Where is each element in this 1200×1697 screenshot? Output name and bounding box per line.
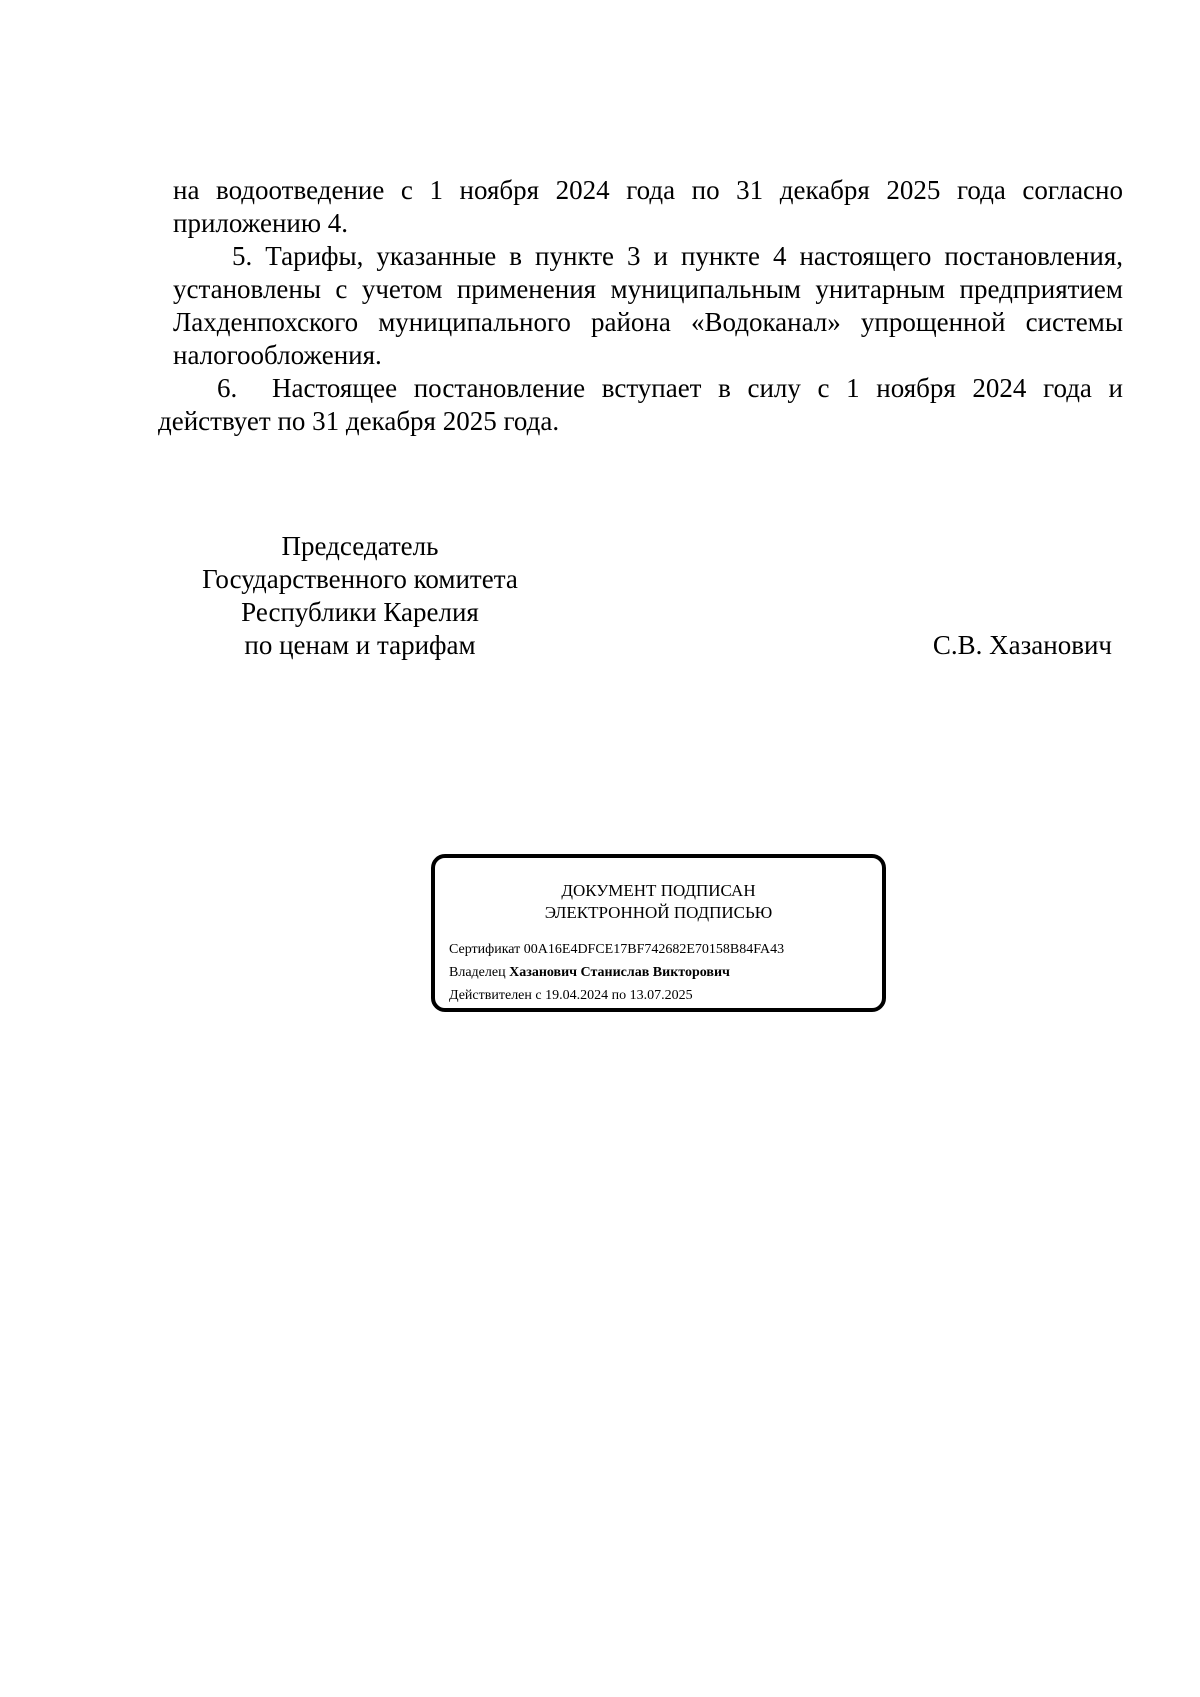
signatory-position — [170, 530, 550, 662]
stamp-valid-from: 19.04.2024 — [545, 988, 609, 1003]
paragraph-5-line-3: Лахденпохского муниципального района «Водоканал» упрощенной системы — [173, 307, 1123, 337]
stamp-certificate-value: 00A16E4DFCE17BF742682E70158B84FA43 — [523, 942, 785, 957]
stamp-title — [435, 880, 882, 924]
paragraph-5-line-2: установлены с учетом применения муниципальным унитарным предприятием — [173, 274, 1123, 304]
stamp-title-line-2: ЭЛЕКТРОННОЙ ПОДПИСЬЮ — [544, 903, 773, 922]
stamp-valid-to-label: по — [611, 988, 627, 1003]
stamp-owner-value: Хазанович Станислав Викторович — [509, 965, 730, 980]
stamp-title-line-1: ДОКУМЕНТ ПОДПИСАН — [561, 881, 756, 900]
paragraph-6-line-2: действует по 31 декабря 2025 года. — [158, 406, 560, 436]
signatory-position-line-2: Государственного комитета — [202, 564, 518, 594]
signatory-position-line-4: по ценам и тарифам — [244, 630, 476, 660]
paragraph-4-line-1: на водоотведение с 1 ноября 2024 года по 31 декабря 2025 года согласно — [173, 175, 1123, 205]
electronic-signature-stamp — [431, 854, 886, 1012]
paragraph-4-line-2: приложению 4. — [173, 208, 349, 238]
stamp-validity-row — [449, 984, 784, 1007]
stamp-owner-row — [449, 961, 784, 984]
signatory-position-line-1: Председатель — [281, 531, 439, 561]
stamp-certificate-row — [449, 938, 784, 961]
paragraph-6-number: 6. — [217, 373, 238, 403]
stamp-owner-label: Владелец — [449, 965, 506, 980]
stamp-valid-label: Действителен — [449, 988, 532, 1003]
stamp-info — [449, 938, 784, 1007]
paragraph-6-line-1: Настоящее постановление вступает в силу с 1 ноября 2024 года и — [272, 373, 1123, 403]
paragraph-5-line-4: налогообложения. — [173, 340, 382, 370]
stamp-certificate-label: Сертификат — [449, 942, 521, 957]
stamp-valid-from-label: с — [535, 988, 542, 1003]
signatory-position-line-3: Республики Карелия — [241, 597, 479, 627]
stamp-valid-to: 13.07.2025 — [629, 988, 693, 1003]
paragraph-5-line-1: 5. Тарифы, указанные в пункте 3 и пункте 4 настоящего постановления, — [232, 241, 1123, 271]
signatory-name: С.В. Хазанович — [932, 630, 1112, 660]
